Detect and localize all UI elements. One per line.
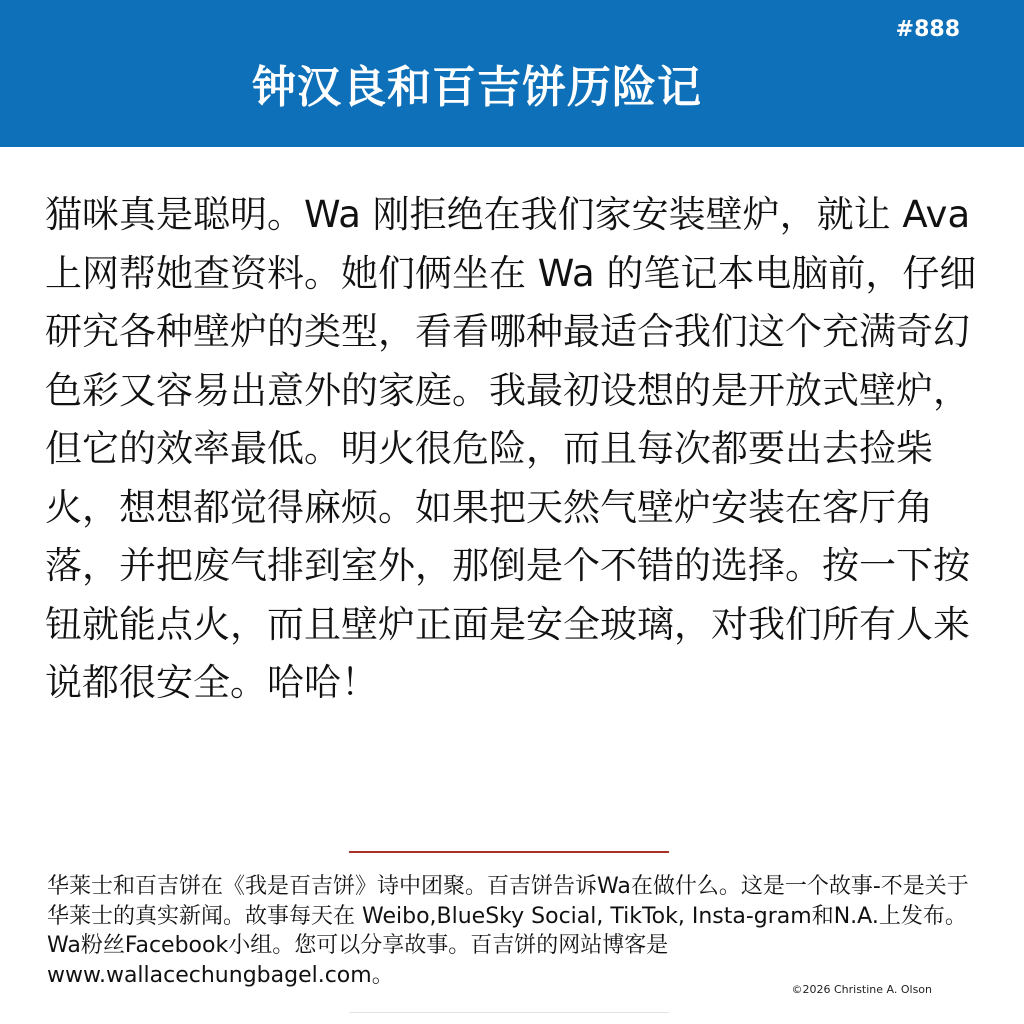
divider-line: [349, 851, 669, 853]
copyright-notice: ©2026 Christine A. Olson: [791, 983, 932, 996]
footnote-paragraph: 华莱士和百吉饼在《我是百吉饼》诗中团聚。百吉饼告诉Wa在做什么。这是一个故事-不是关于华莱士的真实新闻。故事每天在 Weibo,BlueSky Social, TikTok, Insta-gram和N.A.上发布。Wa粉丝Facebook小组。您可以分享故事。百吉饼的网站博客是www.wallacechungbagel.com。: [47, 874, 969, 988]
episode-number: #888: [895, 17, 960, 42]
story-paragraph: 猫咪真是聪明。Wa 刚拒绝在我们家安装壁炉，就让 Ava 上网帮她查资料。她们俩坐在 Wa 的笔记本电脑前，仔细研究各种壁炉的类型，看看哪种最适合我们这个充满奇幻色彩又容易出意外的家庭。我最初设想的是开放式壁炉，但它的效率最低。明火很危险，而且每次都要出去捡柴火，想想都觉得麻烦。如果把天然气壁炉安装在客厅角落，并把废气排到室外，那倒是个不错的选择。按一下按钮就能点火，而且壁炉正面是安全玻璃，对我们所有人来说都很安全。哈哈！: [45, 193, 977, 704]
page-title: 钟汉良和百吉饼历险记: [252, 62, 702, 113]
title-banner: [0, 0, 1024, 147]
bottom-rule: [349, 1012, 669, 1013]
